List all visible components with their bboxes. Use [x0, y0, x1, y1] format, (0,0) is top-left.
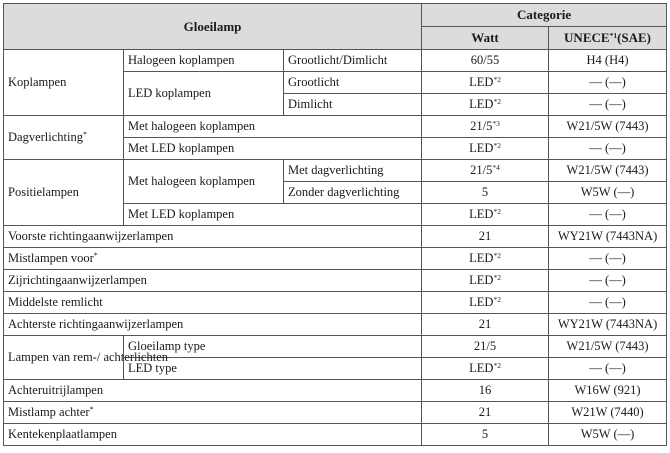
row-label-achterste-richting: Achterste richtingaanwijzerlampen [4, 314, 422, 336]
table-row [4, 50, 667, 72]
watt-value: 21 [422, 402, 549, 424]
header-gloeilamp: Gloeilamp [4, 4, 422, 50]
footnote-marker: *3 [492, 119, 500, 128]
row-label-voorste-richting: Voorste richtingaanwijzerlampen [4, 226, 422, 248]
watt-value: 21 [422, 226, 549, 248]
footnote-marker: *2 [493, 75, 501, 84]
unece-code: WY21W (7443NA) [549, 226, 667, 248]
footnote-marker: * [82, 130, 87, 139]
row-sublabel-led-koplampen: LED koplampen [124, 72, 284, 116]
row-sublabel-gloeilamp-type: Gloeilamp type [124, 336, 422, 358]
row-detail-zonder-dagverlichting: Zonder dagverlichting [284, 182, 422, 204]
table-row [4, 292, 667, 314]
unece-code: — (—) [549, 138, 667, 160]
footnote-marker: *4 [492, 163, 500, 172]
watt-value [422, 270, 549, 292]
footnote-marker: *2 [493, 97, 501, 106]
row-sublabel-met-led: Met LED koplampen [124, 204, 422, 226]
row-label-mistlamp-achter [4, 402, 422, 424]
watt-value [422, 248, 549, 270]
watt-number: 21/5 [470, 163, 493, 177]
table-row [4, 160, 667, 182]
unece-code: WY21W (7443NA) [549, 314, 667, 336]
led-label: LED [469, 273, 494, 287]
unece-code: H4 (H4) [549, 50, 667, 72]
footnote-marker: * [89, 405, 94, 414]
table-row [4, 336, 667, 358]
unece-code: W21W (7440) [549, 402, 667, 424]
footnote-marker: *1 [609, 31, 618, 40]
unece-code: W16W (921) [549, 380, 667, 402]
bulb-table-container [3, 3, 667, 446]
header-watt: Watt [422, 27, 549, 50]
unece-code: — (—) [549, 292, 667, 314]
watt-value: 21/5 [422, 336, 549, 358]
table-row [4, 314, 667, 336]
row-label-koplampen: Koplampen [4, 50, 124, 116]
unece-code: — (—) [549, 270, 667, 292]
header-categorie: Categorie [422, 4, 667, 27]
table-row [4, 248, 667, 270]
watt-value [422, 72, 549, 94]
led-label: LED [469, 251, 494, 265]
unece-code: — (—) [549, 72, 667, 94]
table-row [4, 270, 667, 292]
unece-code: W21/5W (7443) [549, 336, 667, 358]
row-sublabel-met-halogeen: Met halogeen koplampen [124, 160, 284, 204]
bulb-spec-table [3, 3, 667, 446]
watt-value: 21 [422, 314, 549, 336]
footnote-marker: *2 [493, 273, 501, 282]
footnote-marker: *2 [493, 295, 501, 304]
row-label-zijrichting: Zijrichtingaanwijzerlampen [4, 270, 422, 292]
unece-code: W21/5W (7443) [549, 116, 667, 138]
row-label-kentekenplaat: Kentekenplaatlampen [4, 424, 422, 446]
watt-value [422, 292, 549, 314]
unece-code: — (—) [549, 248, 667, 270]
unece-code: — (—) [549, 94, 667, 116]
row-sublabel-halogeen: Halogeen koplampen [124, 50, 284, 72]
row-detail-dimlicht: Dimlicht [284, 94, 422, 116]
watt-value: 16 [422, 380, 549, 402]
header-unece-label: UNECE [564, 30, 610, 45]
unece-code: — (—) [549, 358, 667, 380]
watt-value: 5 [422, 424, 549, 446]
watt-value: 60/55 [422, 50, 549, 72]
row-label-mistlampen-voor [4, 248, 422, 270]
watt-value [422, 358, 549, 380]
row-label-achteruitrij: Achteruitrijlampen [4, 380, 422, 402]
row-detail-grootlicht-dimlicht: Grootlicht/Dimlicht [284, 50, 422, 72]
watt-number: 21/5 [470, 119, 493, 133]
footnote-marker: *2 [493, 207, 501, 216]
row-sublabel-met-led: Met LED koplampen [124, 138, 422, 160]
unece-code: W5W (—) [549, 182, 667, 204]
header-sae-label: (SAE) [617, 30, 652, 45]
watt-value [422, 204, 549, 226]
footnote-marker: *2 [493, 251, 501, 260]
watt-value [422, 160, 549, 182]
led-label: LED [469, 141, 494, 155]
watt-value [422, 138, 549, 160]
led-label: LED [469, 75, 494, 89]
unece-code: W21/5W (7443) [549, 160, 667, 182]
footnote-marker: *2 [493, 141, 501, 150]
unece-code: — (—) [549, 204, 667, 226]
row-sublabel-led-type: LED type [124, 358, 422, 380]
row-label-lampen-rem: Lampen van rem-/ achterlichten [4, 336, 124, 380]
mistlampen-voor-label: Mistlampen voor [8, 251, 94, 265]
table-row [4, 380, 667, 402]
row-label-dagverlichting [4, 116, 124, 160]
led-label: LED [469, 361, 494, 375]
led-label: LED [469, 207, 494, 221]
row-detail-met-dagverlichting: Met dagverlichting [284, 160, 422, 182]
unece-code: W5W (—) [549, 424, 667, 446]
led-label: LED [469, 295, 494, 309]
table-row [4, 226, 667, 248]
table-row [4, 424, 667, 446]
row-detail-grootlicht: Grootlicht [284, 72, 422, 94]
table-row [4, 402, 667, 424]
watt-value [422, 116, 549, 138]
header-unece [549, 27, 667, 50]
watt-value [422, 94, 549, 116]
led-label: LED [469, 97, 494, 111]
row-sublabel-met-halogeen: Met halogeen koplampen [124, 116, 422, 138]
mistlamp-achter-label: Mistlamp achter [8, 405, 90, 419]
row-label-middelste-remlicht: Middelste remlicht [4, 292, 422, 314]
dagverlichting-label: Dagverlichting [8, 130, 83, 144]
row-label-positielampen: Positielampen [4, 160, 124, 226]
watt-value: 5 [422, 182, 549, 204]
footnote-marker: *2 [493, 361, 501, 370]
table-row [4, 116, 667, 138]
footnote-marker: * [93, 251, 98, 260]
